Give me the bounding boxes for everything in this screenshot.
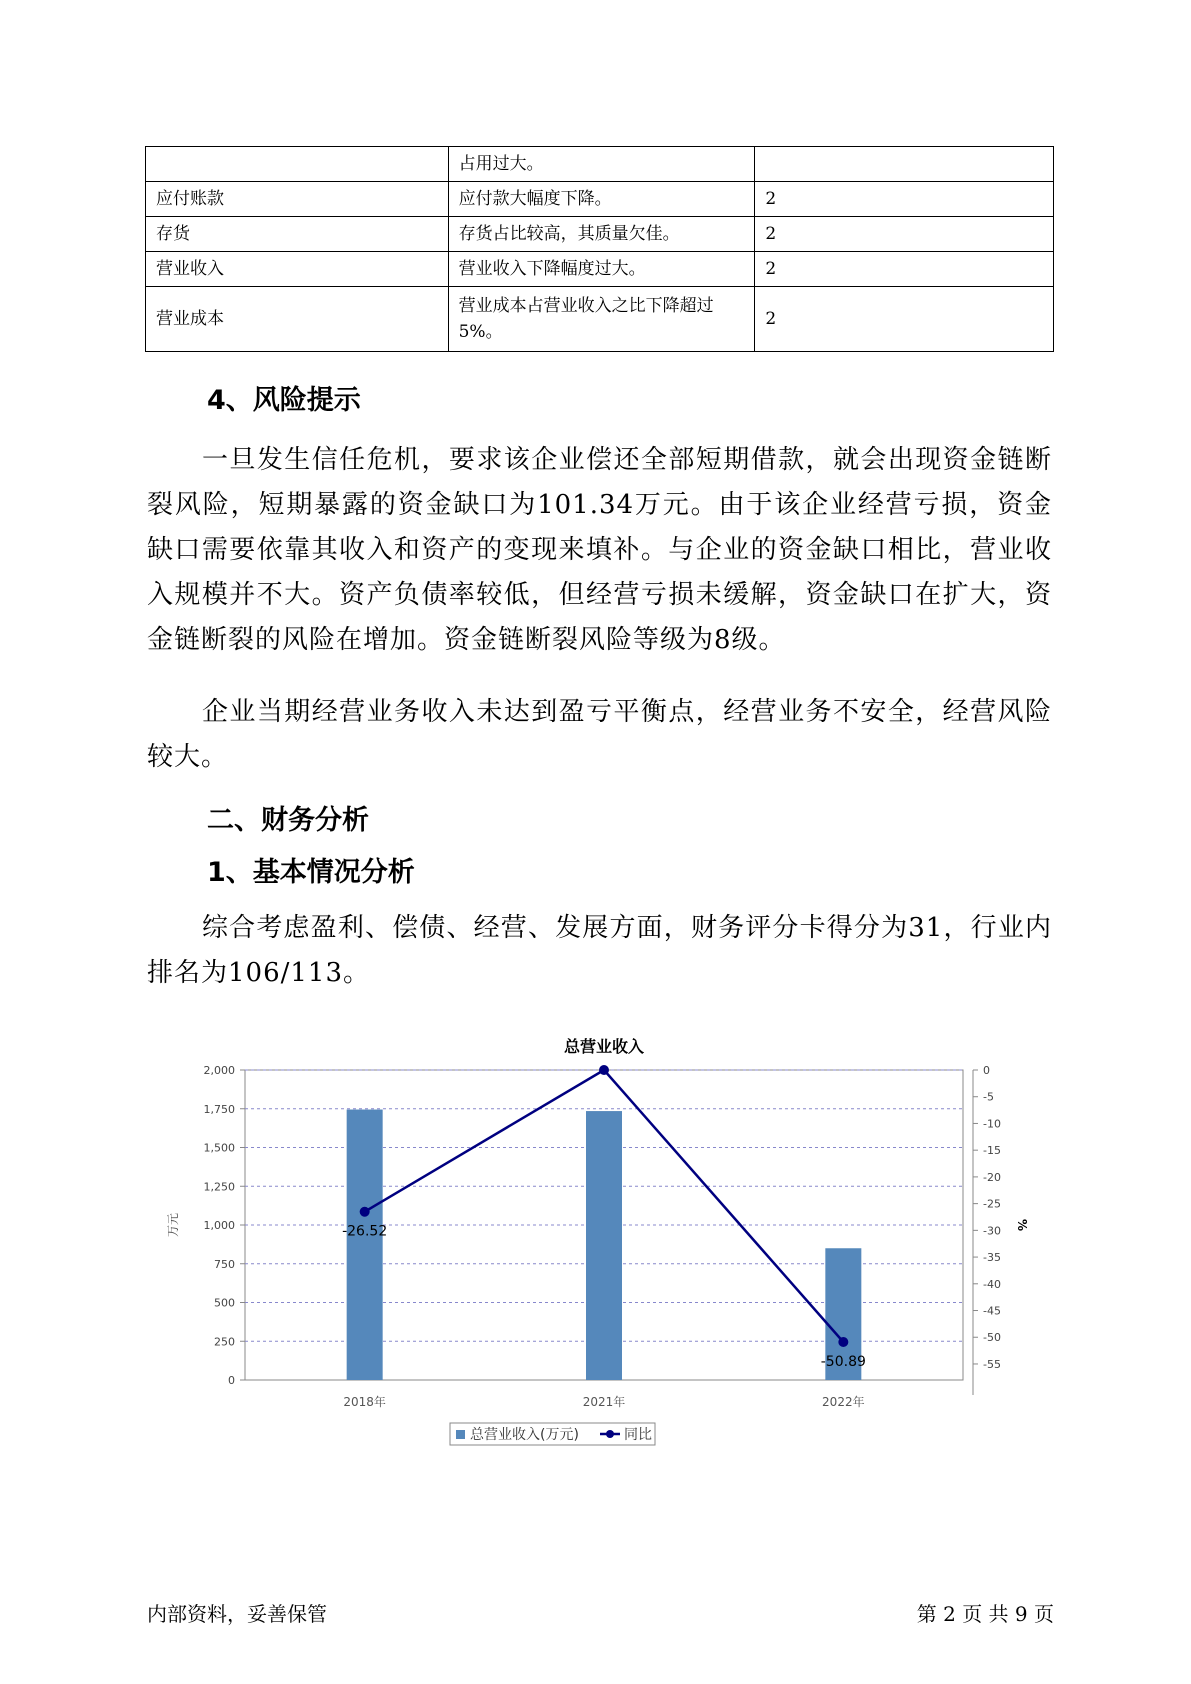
table-row	[146, 147, 1054, 182]
table-cell-item: 应付账款	[146, 182, 449, 217]
section-heading-finance: 二、财务分析	[207, 805, 369, 836]
legend-label-bar: 总营业收入(万元)	[470, 1427, 579, 1443]
table-cell-item: 存货	[146, 217, 449, 252]
table-row	[146, 287, 1054, 352]
table-cell-item	[146, 147, 449, 182]
y2-tick-label: -45	[983, 1304, 1001, 1318]
y2-tick-label: -30	[983, 1224, 1001, 1238]
y2-tick-label: -15	[983, 1144, 1001, 1158]
revenue-chart	[150, 1015, 1040, 1470]
y-tick-label: 1,500	[203, 1141, 235, 1155]
y-tick-label: 500	[214, 1296, 235, 1310]
y-tick-label: 0	[228, 1374, 235, 1387]
footer-page-number	[917, 1598, 1054, 1627]
y-tick-label: 250	[214, 1335, 235, 1349]
data-label: -50.89	[820, 1353, 866, 1370]
table-cell-desc: 应付款大幅度下降。	[448, 182, 755, 217]
table-cell-score: 2	[755, 252, 1054, 287]
table-cell-item: 营业收入	[146, 252, 449, 287]
x-tick-label: 2021年	[582, 1395, 626, 1409]
y2-tick-label: -40	[983, 1277, 1001, 1291]
x-tick-label: 2022年	[822, 1395, 865, 1409]
y2-tick-label: -55	[983, 1357, 1001, 1371]
yoy-point	[360, 1207, 370, 1217]
y2-tick-label: -10	[983, 1117, 1001, 1131]
table-cell-desc: 占用过大。	[448, 147, 755, 182]
y-tick-label: 750	[214, 1257, 235, 1271]
y2-tick-label: 0	[983, 1064, 990, 1077]
bar	[586, 1111, 622, 1380]
y-tick-label: 1,250	[203, 1180, 235, 1194]
y2-tick-label: -20	[983, 1170, 1001, 1184]
page-current: 2	[943, 1602, 956, 1626]
table-cell-score	[755, 147, 1054, 182]
y-tick-label: 1,000	[203, 1219, 235, 1232]
table-row	[146, 252, 1054, 287]
page-suffix: 页	[1034, 1602, 1054, 1626]
y2-tick-label: -50	[983, 1331, 1001, 1345]
table-cell-score: 2	[755, 287, 1054, 352]
table-cell-desc: 存货占比较高，其质量欠佳。	[448, 217, 755, 252]
y-axis-label: 万元	[166, 1212, 180, 1238]
chart-title: 总营业收入	[563, 1037, 645, 1056]
x-tick-label: 2018年	[343, 1395, 386, 1409]
yoy-point	[599, 1065, 609, 1075]
risk-table	[145, 146, 1054, 352]
y2-tick-label: -25	[983, 1197, 1001, 1211]
basic-analysis-paragraph: 综合考虑盈利、偿债、经营、发展方面，财务评分卡得分为31，行业内排名为106/113。	[147, 913, 1052, 988]
page-total: 9	[1014, 1602, 1028, 1626]
y2-tick-label: -35	[983, 1251, 1001, 1265]
y-tick-label: 1,750	[203, 1102, 235, 1116]
risk-paragraph-2: 企业当期经营业务收入未达到盈亏平衡点，经营业务不安全，经营风险较大。	[147, 697, 1052, 772]
page-prefix: 第	[916, 1602, 937, 1626]
subsection-heading-basic: 1、基本情况分析	[207, 857, 415, 888]
table-row	[146, 182, 1054, 217]
y2-axis-label: %	[1015, 1218, 1029, 1232]
y-tick-label: 2,000	[203, 1064, 235, 1077]
y2-tick-label: -5	[983, 1090, 994, 1104]
bar	[347, 1110, 383, 1380]
legend-swatch-line	[606, 1430, 614, 1438]
table-cell-desc: 营业收入下降幅度过大。	[448, 252, 755, 287]
table-cell-item: 营业成本	[146, 287, 449, 352]
table-row	[146, 217, 1054, 252]
table-cell-score: 2	[755, 217, 1054, 252]
legend-swatch-bar	[456, 1430, 465, 1439]
table-cell-score: 2	[755, 182, 1054, 217]
table-cell-desc: 营业成本占营业收入之比下降超过5%。	[448, 287, 755, 352]
page-mid: 页 共	[962, 1602, 1009, 1626]
risk-paragraph-1: 一旦发生信任危机，要求该企业偿还全部短期借款，就会出现资金链断裂风险，短期暴露的资金缺口为101.34万元。由于该企业经营亏损，资金缺口需要依靠其收入和资产的变现来填补。与企业的资金缺口相比，营业收入规模并不大。资产负债率较低，但经营亏损未缓解，资金缺口在扩大，资金链断裂的风险在增加。资金链断裂风险等级为8级。	[147, 445, 1052, 655]
legend-label-line: 同比	[624, 1427, 652, 1443]
data-label: -26.52	[342, 1223, 388, 1240]
footer-confidential: 内部资料，妥善保管	[147, 1602, 327, 1626]
section-heading-risk: 4、风险提示	[207, 385, 361, 416]
yoy-point	[838, 1337, 848, 1347]
